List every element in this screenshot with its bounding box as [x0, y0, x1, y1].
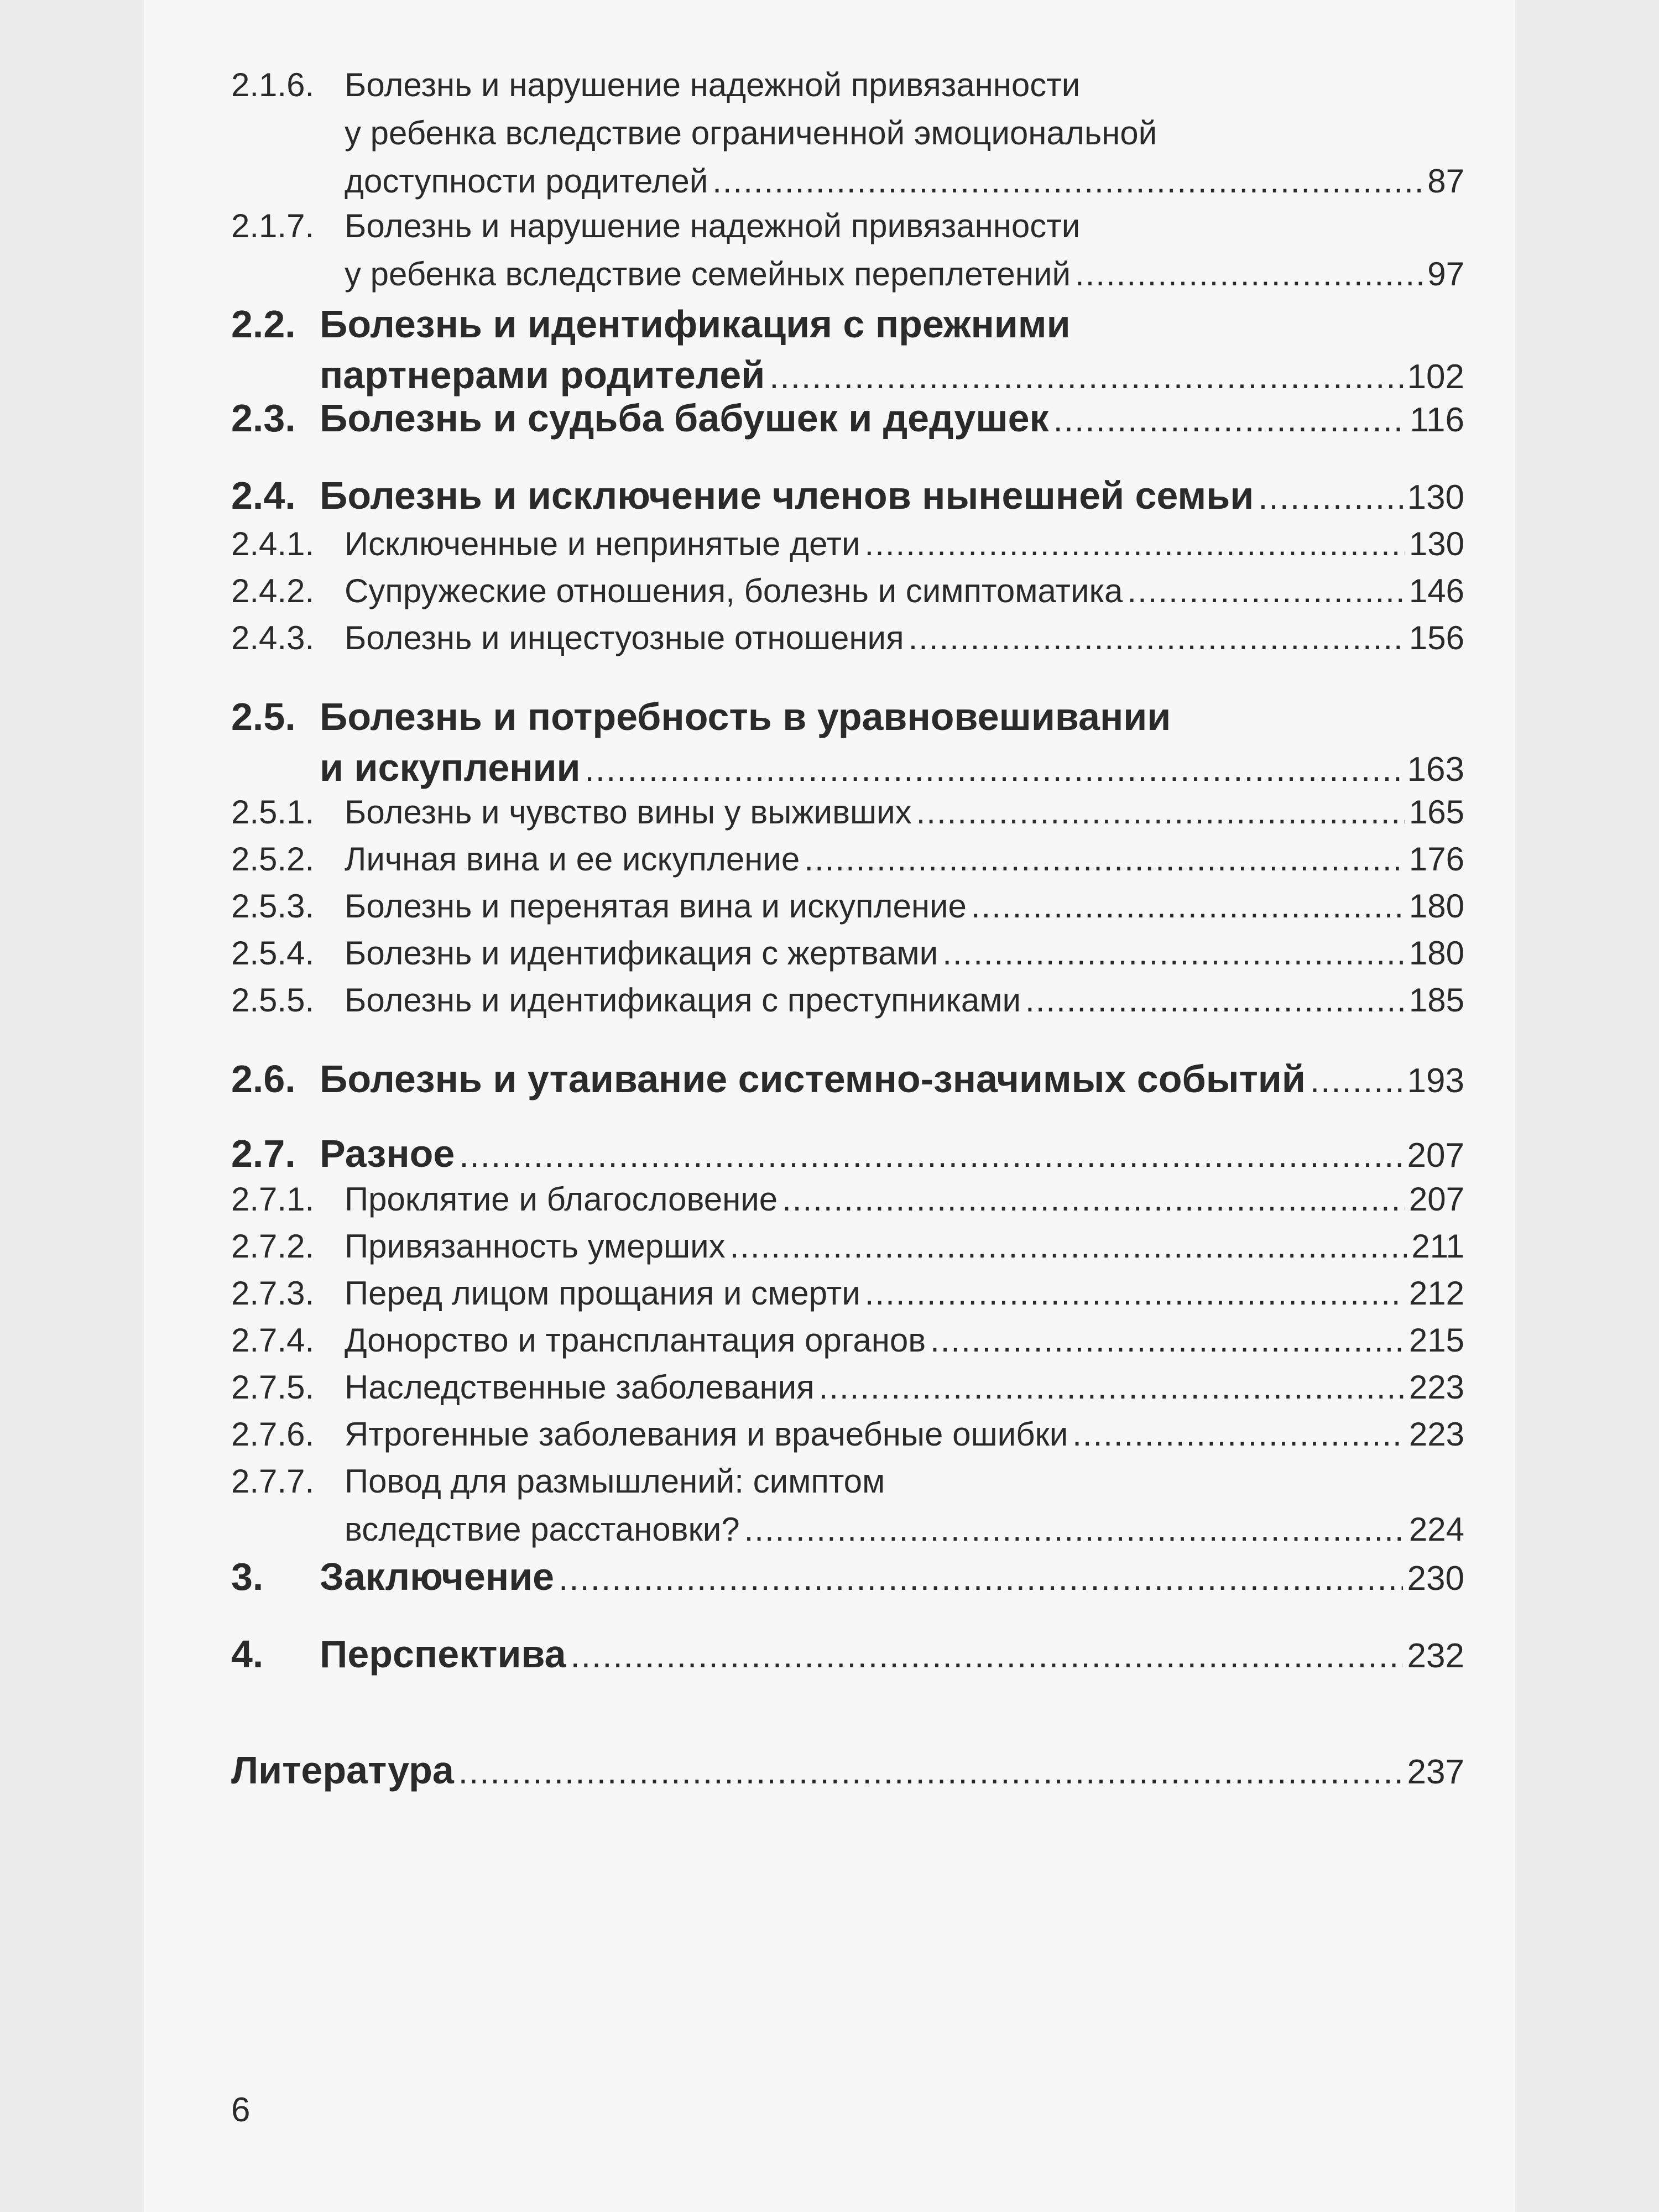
toc-entry-title: доступности родителей: [345, 163, 708, 200]
toc-entry-number: 2.4.3.: [231, 619, 315, 656]
toc-entry: [231, 567, 1464, 615]
toc-entry: [231, 393, 1464, 444]
toc-entry-number: 2.5.2.: [231, 841, 315, 878]
dot-leader: [930, 1316, 1405, 1364]
toc-entry: [231, 614, 1464, 662]
toc-entry-number: 2.5.5.: [231, 982, 315, 1019]
toc-entry-title: Болезнь и идентификация с преступниками: [345, 982, 1021, 1019]
toc-entry-page: 193: [1407, 1062, 1464, 1100]
toc-entry: [231, 1410, 1464, 1458]
toc-entry-title: Болезнь и нарушение надежной привязанности: [345, 66, 1081, 103]
toc-entry-page: 180: [1408, 888, 1464, 925]
dot-leader: [712, 157, 1423, 205]
toc-entry: [231, 1316, 1464, 1364]
toc-entry-title: Литература: [231, 1749, 454, 1792]
toc-entry-number: 2.7.: [231, 1132, 296, 1175]
toc-entry-number: 2.5.: [231, 695, 296, 738]
toc-entry-page: 165: [1408, 794, 1464, 831]
dot-leader: [1072, 1410, 1405, 1458]
toc-entry-number: 4.: [231, 1632, 264, 1676]
dot-leader: [1310, 1056, 1403, 1107]
toc-entry-title: Болезнь и чувство вины у выживших: [345, 794, 912, 831]
toc-entry-number: 2.4.2.: [231, 572, 315, 609]
toc-entry-page: 223: [1408, 1369, 1464, 1406]
toc-entry-number: 2.7.2.: [231, 1228, 315, 1265]
toc-entry: [231, 1363, 1464, 1411]
dot-leader: [744, 1505, 1405, 1553]
dot-leader: [916, 788, 1405, 836]
toc-entry-title: Болезнь и потребность в уравновешивании: [320, 695, 1171, 738]
toc-entry: [231, 470, 1464, 521]
toc-entry-title: Разное: [320, 1132, 455, 1175]
toc-entry-page: 232: [1407, 1637, 1464, 1675]
dot-leader: [804, 835, 1405, 883]
toc-entry-number: 2.4.: [231, 474, 296, 517]
toc-entry-number: 2.4.1.: [231, 525, 315, 562]
toc-entry-title: Супружеские отношения, болезнь и симптоматика: [345, 572, 1123, 609]
toc-entry-title: Болезнь и перенятая вина и искупление: [345, 888, 967, 925]
dot-leader: [1127, 567, 1404, 615]
toc-entry: [231, 202, 1464, 298]
toc-entry-page: 237: [1407, 1753, 1464, 1791]
toc-entry: [231, 691, 1464, 793]
toc-entry-number: 2.7.5.: [231, 1369, 315, 1406]
dot-leader: [865, 520, 1405, 568]
toc-entry-page: 224: [1408, 1511, 1464, 1548]
toc-entry-number: 3.: [231, 1555, 264, 1598]
toc-entry-page: 230: [1407, 1559, 1464, 1598]
toc-entry-number: 2.6.: [231, 1057, 296, 1100]
dot-leader: [942, 929, 1405, 977]
dot-leader: [819, 1363, 1405, 1411]
toc-entry-number: 2.7.1.: [231, 1181, 315, 1218]
dot-leader: [1053, 395, 1406, 446]
dot-leader: [1258, 472, 1402, 523]
toc-entry-page: 207: [1408, 1181, 1464, 1218]
toc-entry-page: 130: [1407, 478, 1464, 517]
toc-entry-number: 2.5.1.: [231, 794, 315, 831]
dot-leader: [782, 1175, 1405, 1223]
toc-entry-page: 130: [1408, 525, 1464, 562]
toc-entry-page: 87: [1427, 163, 1464, 200]
toc-entry-page: 116: [1410, 401, 1464, 439]
toc-entry-title: Болезнь и идентификация с жертвами: [345, 935, 938, 972]
toc-entry-page: 146: [1408, 572, 1464, 609]
toc-entry-page: 97: [1427, 255, 1464, 293]
toc-entry-page: 176: [1408, 841, 1464, 878]
toc-entry: [231, 1222, 1464, 1270]
dot-leader: [865, 1269, 1405, 1317]
toc-entry-title: Болезнь и исключение членов нынешней семьи: [320, 474, 1254, 517]
toc-entry: [231, 976, 1464, 1024]
dot-leader: [909, 614, 1405, 662]
dot-leader: [458, 1747, 1403, 1798]
toc-entry-title: Исключенные и непринятые дети: [345, 525, 860, 562]
toc-entry-page: 223: [1408, 1416, 1464, 1453]
toc-entry-title: Болезнь и идентификация с прежними: [320, 302, 1071, 346]
toc-entry-title: Перед лицом прощания и смерти: [345, 1275, 860, 1312]
toc-entry: [231, 1745, 1464, 1796]
toc-entry-number: 2.5.3.: [231, 888, 315, 925]
toc-entry-title: у ребенка вследствие семейных переплетений: [345, 255, 1071, 293]
toc-entry: [231, 1128, 1464, 1179]
toc-entry: [231, 929, 1464, 977]
toc-entry-number: 2.5.4.: [231, 935, 315, 972]
toc-entry-page: 211: [1411, 1228, 1464, 1265]
toc-entry-title: Перспектива: [320, 1632, 566, 1676]
toc-entry-title: Личная вина и ее искупление: [345, 841, 800, 878]
toc-entry-title: и искуплении: [320, 746, 581, 789]
toc-entry: [231, 1175, 1464, 1223]
toc-entry-title: партнерами родителей: [320, 353, 765, 397]
toc-entry: [231, 1053, 1464, 1104]
toc-entry-title: Привязанность умерших: [345, 1228, 726, 1265]
dot-leader: [1075, 250, 1423, 298]
toc-entry-page: 207: [1407, 1136, 1464, 1175]
toc-entry-title: Болезнь и инцестуозные отношения: [345, 619, 904, 656]
toc-entry-page: 215: [1408, 1322, 1464, 1359]
toc-entry: [231, 788, 1464, 836]
toc-entry-number: 2.3.: [231, 397, 296, 440]
toc-entry: [231, 1629, 1464, 1679]
toc-entry: [231, 1269, 1464, 1317]
page-number: 6: [231, 2091, 251, 2129]
toc-entry-page: 156: [1408, 619, 1464, 656]
toc-entry-number: 2.2.: [231, 302, 296, 346]
toc-entry-title: Проклятие и благословение: [345, 1181, 778, 1218]
dot-leader: [730, 1222, 1407, 1270]
toc-entry-title: Болезнь и нарушение надежной привязанности: [345, 207, 1081, 244]
toc-entry: [231, 1551, 1464, 1602]
toc-entry-title: Болезнь и утаивание системно-значимых событий: [320, 1057, 1306, 1100]
toc-entry-title: Наследственные заболевания: [345, 1369, 815, 1406]
toc-entry-number: 2.7.7.: [231, 1463, 315, 1500]
dot-leader: [559, 1553, 1402, 1604]
toc-entry-title: Донорство и трансплантация органов: [345, 1322, 926, 1359]
dot-leader: [571, 1631, 1403, 1682]
toc-entry: [231, 835, 1464, 883]
toc-entry-title: Повод для размышлений: симптом: [345, 1463, 885, 1500]
toc-entry-number: 2.7.4.: [231, 1322, 315, 1359]
toc-entry: [231, 520, 1464, 568]
toc-entry-page: 102: [1407, 358, 1464, 396]
toc-entry-title: Болезнь и судьба бабушек и дедушек: [320, 397, 1049, 440]
toc-entry-page: 212: [1408, 1275, 1464, 1312]
toc-entry-title: Ятрогенные заболевания и врачебные ошибки: [345, 1416, 1068, 1453]
toc-entry-title: Заключение: [320, 1555, 555, 1598]
toc-entry-number: 2.1.7.: [231, 207, 315, 244]
toc-entry-title: у ребенка вследствие ограниченной эмоциональной: [345, 114, 1157, 152]
toc-entry-page: 163: [1407, 750, 1464, 789]
toc-entry: [231, 61, 1464, 205]
toc-entry-page: 185: [1408, 982, 1464, 1019]
toc-entry-number: 2.7.3.: [231, 1275, 315, 1312]
toc-entry: [231, 1457, 1464, 1553]
toc-entry-title: вследствие расстановки?: [345, 1511, 740, 1548]
dot-leader: [1025, 976, 1405, 1024]
toc-entry: [231, 299, 1464, 400]
toc-entry: [231, 882, 1464, 930]
toc-entry-page: 180: [1408, 935, 1464, 972]
toc-entry-number: 2.7.6.: [231, 1416, 315, 1453]
dot-leader: [971, 882, 1405, 930]
toc-entry-number: 2.1.6.: [231, 66, 315, 103]
dot-leader: [459, 1130, 1402, 1181]
